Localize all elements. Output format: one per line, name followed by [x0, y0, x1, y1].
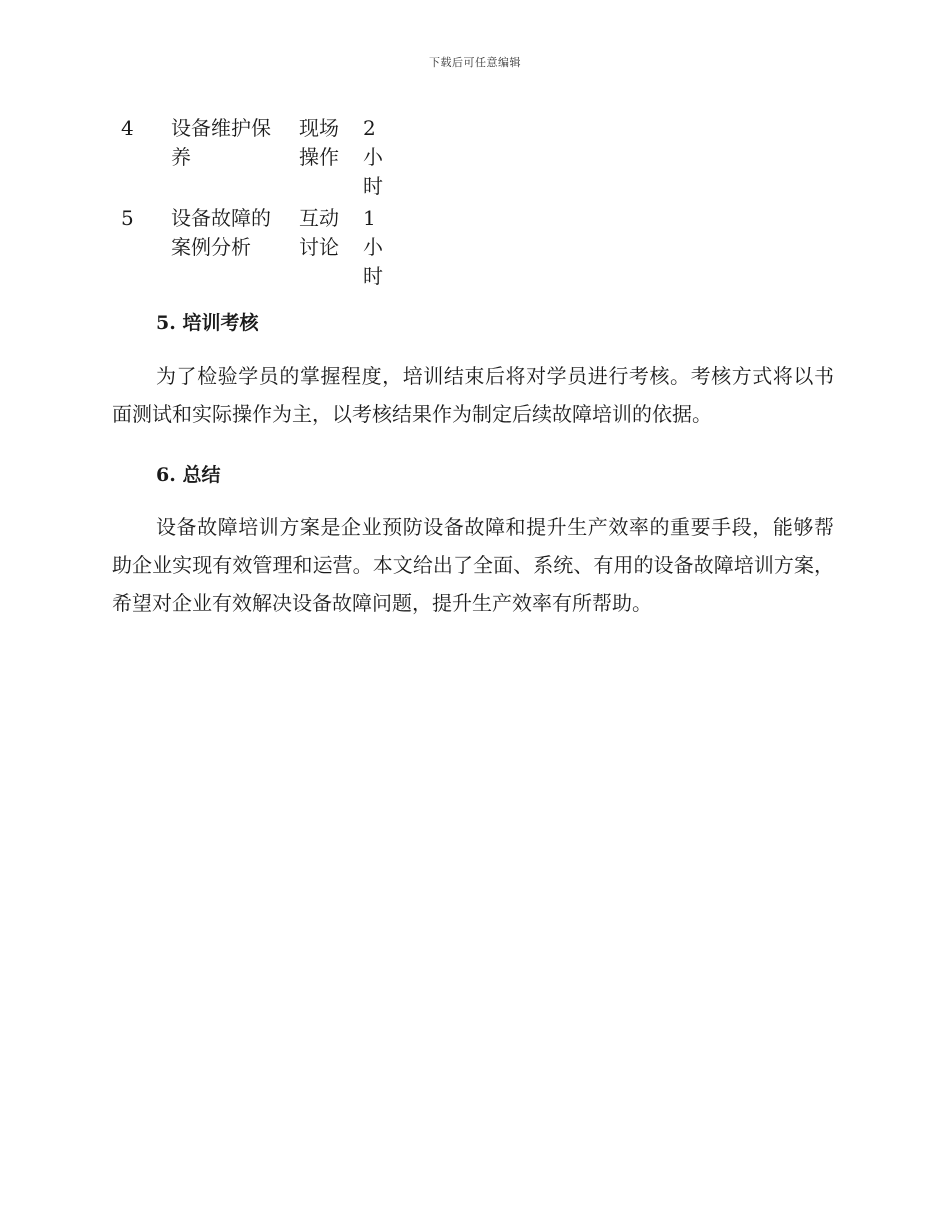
- table-row: [112, 114, 393, 201]
- row-topic: 设备故障的案例分析: [171, 206, 271, 259]
- page-header-note: 下载后可任意编辑: [429, 56, 521, 69]
- table-row: [112, 201, 393, 291]
- section-body-assessment: 为了检验学员的掌握程度，培训结束后将对学员进行考核。考核方式将以书面测试和实际操作为主，以考核结果作为制定后续故障培训的依据。: [112, 364, 834, 426]
- training-schedule-table: [112, 114, 393, 291]
- section-heading-assessment: 5. 培训考核: [156, 312, 259, 334]
- row-method: 互动讨论: [299, 206, 339, 259]
- section-body-summary: 设备故障培训方案是企业预防设备故障和提升生产效率的重要手段，能够帮助企业实现有效管理和运营。本文给出了全面、系统、有用的设备故障培训方案，希望对企业有效解决设备故障问题，提升生产效率有所帮助。: [112, 515, 834, 615]
- row-topic: 设备维护保养: [171, 116, 271, 169]
- row-duration: 1小时: [363, 206, 383, 288]
- row-duration: 2小时: [363, 116, 383, 198]
- row-number: 5: [121, 206, 134, 230]
- row-number: 4: [121, 116, 134, 140]
- section-heading-summary: 6. 总结: [156, 464, 221, 486]
- row-method: 现场操作: [299, 116, 339, 169]
